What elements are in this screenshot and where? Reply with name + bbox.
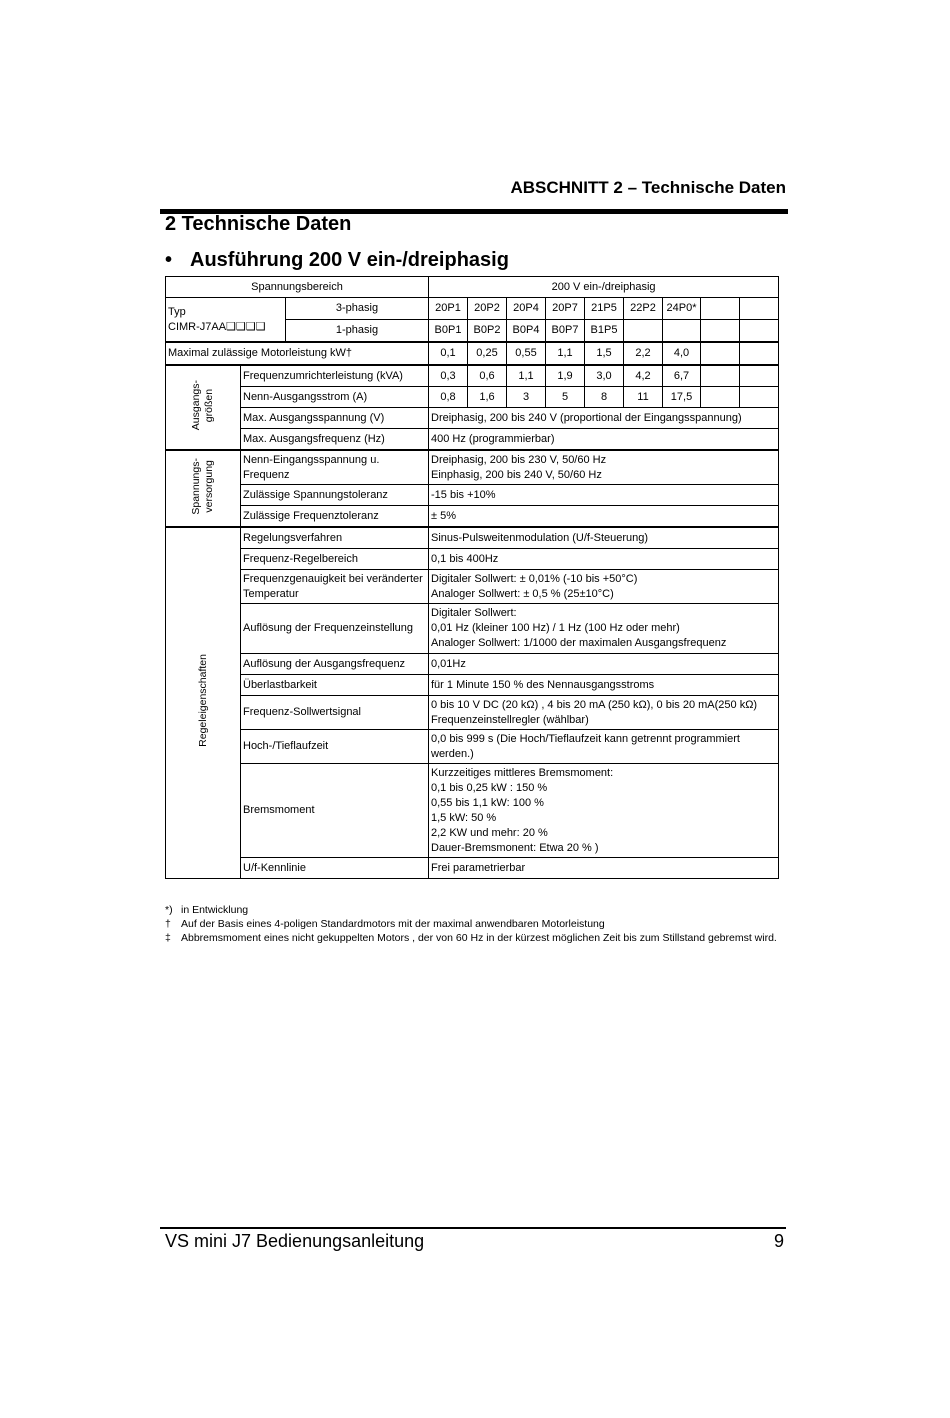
footnote-mark: † <box>165 918 171 930</box>
motor-label: Maximal zulässige Motorleistung kW† <box>166 342 429 365</box>
page-number: 9 <box>773 1231 784 1251</box>
control-value: Kurzzeitiges mittleres Bremsmoment: 0,1 bis 0,25 kW : 150 % 0,55 bis 1,1 kW: 100 % 1,5 kW: 50 % 2,2 KW und mehr: 20 % Dauer-Bremsmonent: Etwa 20 % ) <box>429 764 779 858</box>
table-row <box>166 408 779 429</box>
control-value: 0,0 bis 999 s (Die Hoch/Tieflaufzeit kann getrennt programmiert werden.) <box>429 730 779 764</box>
table-row <box>166 764 779 858</box>
value-cell: 1,9 <box>546 365 585 387</box>
control-value: 0 bis 10 V DC (20 kΩ) , 4 bis 20 mA (250 kΩ), 0 bis 20 mA(250 kΩ) Frequenzeinstellregler (wählbar) <box>429 696 779 730</box>
value-cell <box>701 298 740 320</box>
phase3-label: 3-phasig <box>286 298 429 320</box>
table-row <box>166 365 779 387</box>
table-row <box>166 485 779 506</box>
table-row <box>166 387 779 408</box>
value-cell: 1,5 <box>585 342 624 365</box>
table-row <box>166 450 779 485</box>
supply-label: Nenn-Eingangsspannung u. Frequenz <box>241 450 429 485</box>
value-cell <box>740 320 779 343</box>
control-label: Frequenz-Sollwertsignal <box>241 696 429 730</box>
section-header: ABSCHNITT 2 – Technische Daten <box>510 178 786 197</box>
value-cell: 0,6 <box>468 365 507 387</box>
control-value: 0,1 bis 400Hz <box>429 549 779 570</box>
table-row <box>166 858 779 879</box>
typ-label: Typ <box>168 305 186 318</box>
group-output-label: Ausgangs- größen <box>190 379 215 431</box>
value-cell <box>663 320 701 343</box>
value-cell: 3 <box>507 387 546 408</box>
table-row <box>166 429 779 451</box>
footnote <box>165 931 778 945</box>
control-value: Digitaler Sollwert: ± 0,01% (-10 bis +50°C) Analoger Sollwert: ± 0,5 % (25±10°C) <box>429 570 779 604</box>
table-row <box>166 675 779 696</box>
value-cell <box>740 342 779 365</box>
group-supply <box>166 450 241 527</box>
value-cell: 22P2 <box>624 298 663 320</box>
maxvolt-label: Max. Ausgangsspannung (V) <box>241 408 429 429</box>
value-cell: B0P1 <box>429 320 468 343</box>
subtitle-text: Ausführung 200 V ein-/dreiphasig <box>190 249 509 271</box>
footnote-text: Abbremsmoment eines nicht gekuppelten Motors , der von 60 Hz in der kürzest möglichen Zeit bis zum Stillstand gebremst wird. <box>181 932 777 944</box>
table-row <box>166 549 779 570</box>
value-cell: 4,0 <box>663 342 701 365</box>
subtitle <box>165 249 509 272</box>
value-cell: 24P0* <box>663 298 701 320</box>
value-cell: 0,1 <box>429 342 468 365</box>
footnote-text: Auf der Basis eines 4-poligen Standardmotors mit der maximal anwendbaren Motorleistung <box>181 918 605 930</box>
control-label: Überlastbarkeit <box>241 675 429 696</box>
value-cell: 20P4 <box>507 298 546 320</box>
value-cell: 20P2 <box>468 298 507 320</box>
control-value: für 1 Minute 150 % des Nennausgangsstroms <box>429 675 779 696</box>
typ-model: CIMR-J7AA❑❑❑❑ <box>168 320 266 333</box>
value-cell <box>701 387 740 408</box>
control-label: Auflösung der Ausgangsfrequenz <box>241 654 429 675</box>
value-cell <box>740 387 779 408</box>
footnote <box>165 917 778 931</box>
group-control <box>166 527 241 879</box>
control-label: U/f-Kennlinie <box>241 858 429 879</box>
group-control-label: Regeleigenschaften <box>196 654 209 747</box>
value-cell: 8 <box>585 387 624 408</box>
footnote-text: in Entwicklung <box>181 904 249 916</box>
maxfreq-label: Max. Ausgangsfrequenz (Hz) <box>241 429 429 451</box>
value-cell: 21P5 <box>585 298 624 320</box>
value-cell <box>701 342 740 365</box>
value-cell: 20P1 <box>429 298 468 320</box>
page-title: 2 Technische Daten <box>165 213 352 235</box>
value-cell: B0P7 <box>546 320 585 343</box>
control-label: Frequenz-Regelbereich <box>241 549 429 570</box>
value-cell: 17,5 <box>663 387 701 408</box>
value-cell <box>701 365 740 387</box>
value-cell: 3,0 <box>585 365 624 387</box>
kva-label: Frequenzumrichterleistung (kVA) <box>241 365 429 387</box>
supply-label: Zulässige Spannungstoleranz <box>241 485 429 506</box>
control-label: Auflösung der Frequenzeinstellung <box>241 604 429 654</box>
value-cell: 6,7 <box>663 365 701 387</box>
table-row <box>166 298 779 320</box>
value-cell: 5 <box>546 387 585 408</box>
control-label: Bremsmoment <box>241 764 429 858</box>
value-cell: 0,3 <box>429 365 468 387</box>
table-row <box>166 696 779 730</box>
table-row <box>166 277 779 298</box>
head-voltage-class: 200 V ein-/dreiphasig <box>429 277 779 298</box>
value-cell: 4,2 <box>624 365 663 387</box>
table-row <box>166 730 779 764</box>
value-cell <box>740 365 779 387</box>
phase1-label: 1-phasig <box>286 320 429 343</box>
maxvolt-value: Dreiphasig, 200 bis 240 V (proportional der Eingangsspannung) <box>429 408 779 429</box>
spec-table <box>165 276 779 879</box>
table-row <box>166 654 779 675</box>
footnote-mark: ‡ <box>165 932 171 944</box>
subtitle-bullet: • <box>165 249 173 271</box>
control-value: Digitaler Sollwert: 0,01 Hz (kleiner 100 Hz) / 1 Hz (100 Hz oder mehr) Analoger Sollwert: 1/1000 der maximalen Ausgangsfrequenz <box>429 604 779 654</box>
value-cell: 0,8 <box>429 387 468 408</box>
maxfreq-value: 400 Hz (programmierbar) <box>429 429 779 451</box>
value-cell: B0P4 <box>507 320 546 343</box>
current-label: Nenn-Ausgangsstrom (A) <box>241 387 429 408</box>
footnote <box>165 903 778 917</box>
table-row <box>166 527 779 549</box>
table-row <box>166 570 779 604</box>
value-cell <box>624 320 663 343</box>
control-value: 0,01Hz <box>429 654 779 675</box>
supply-label: Zulässige Frequenztoleranz <box>241 506 429 528</box>
footnote-mark: *) <box>165 904 173 916</box>
value-cell: B1P5 <box>585 320 624 343</box>
value-cell: 1,1 <box>507 365 546 387</box>
footnotes <box>165 903 778 945</box>
value-cell: 11 <box>624 387 663 408</box>
supply-value: Dreiphasig, 200 bis 230 V, 50/60 Hz Einphasig, 200 bis 240 V, 50/60 Hz <box>429 450 779 485</box>
table-row <box>166 506 779 528</box>
typ-cell <box>166 298 286 343</box>
value-cell <box>701 320 740 343</box>
group-supply-label: Spannungs- versorgung <box>190 457 215 515</box>
control-label: Hoch-/Tieflaufzeit <box>241 730 429 764</box>
control-value: Frei parametrierbar <box>429 858 779 879</box>
footer-rule <box>160 1227 786 1229</box>
control-value: Sinus-Pulsweitenmodulation (U/f-Steuerung) <box>429 527 779 549</box>
value-cell <box>740 298 779 320</box>
table-row <box>166 604 779 654</box>
value-cell: 1,1 <box>546 342 585 365</box>
head-voltage-range: Spannungsbereich <box>166 277 429 298</box>
value-cell: 0,55 <box>507 342 546 365</box>
table-row <box>166 342 779 365</box>
value-cell: B0P2 <box>468 320 507 343</box>
control-label: Regelungsverfahren <box>241 527 429 549</box>
group-output <box>166 365 241 450</box>
value-cell: 0,25 <box>468 342 507 365</box>
value-cell: 2,2 <box>624 342 663 365</box>
footer-manual-title: VS mini J7 Bedienungsanleitung <box>165 1231 425 1251</box>
supply-value: -15 bis +10% <box>429 485 779 506</box>
value-cell: 1,6 <box>468 387 507 408</box>
supply-value: ± 5% <box>429 506 779 528</box>
control-label: Frequenzgenauigkeit bei veränderter Temperatur <box>241 570 429 604</box>
value-cell: 20P7 <box>546 298 585 320</box>
